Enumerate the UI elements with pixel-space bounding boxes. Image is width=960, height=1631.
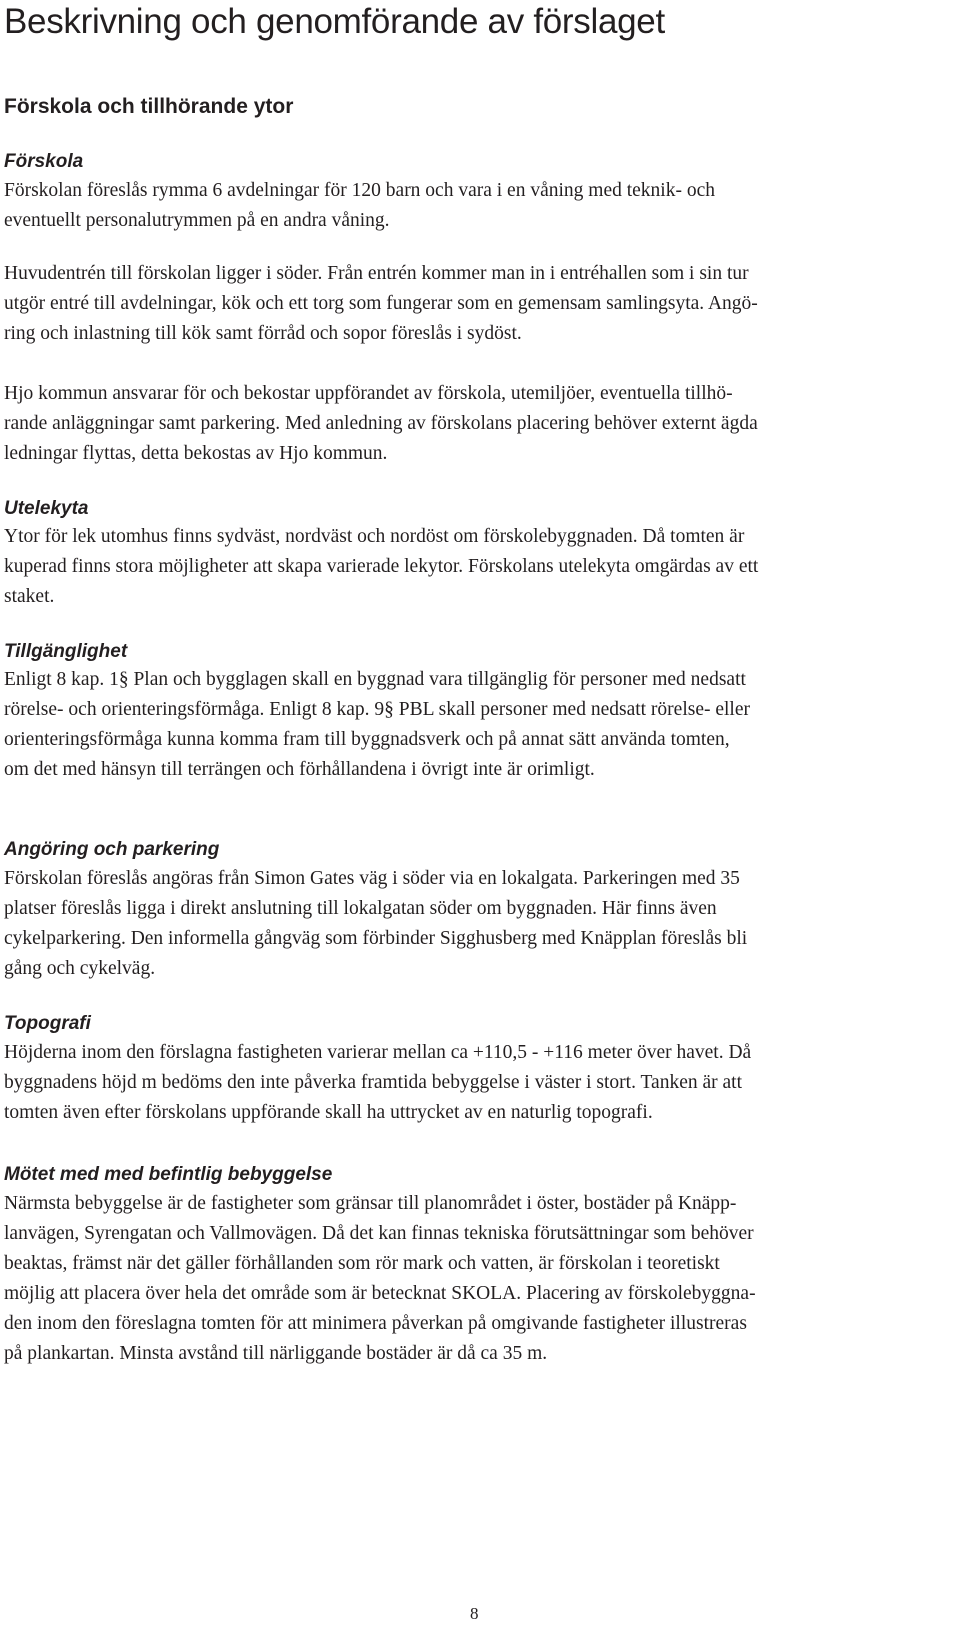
heading-motet: Mötet med med befintlig bebyggelse — [4, 1164, 333, 1185]
text-line: ring och inlastning till kök samt förråd och sopor föreslås i sydöst. — [4, 323, 522, 344]
text-line: cykelparkering. Den informella gångväg som förbinder Sigghusberg med Knäpplan föreslås bli — [4, 928, 748, 949]
text-line: Hjo kommun ansvarar för och bekostar uppförandet av förskola, utemiljöer, eventuella tillhö- — [4, 383, 733, 404]
paragraph-utelekyta — [4, 522, 960, 612]
text-line: staket. — [4, 586, 55, 607]
text-line: den inom den föreslagna tomten för att minimera påverkan på omgivande fastigheter illustreras — [4, 1313, 747, 1334]
text-line: Förskolan föreslås angöras från Simon Gates väg i söder via en lokalgata. Parkeringen med 35 — [4, 868, 740, 889]
text-line: kuperad finns stora möjligheter att skapa varierade lekytor. Förskolans utelekyta omgärdas av ett — [4, 556, 759, 577]
text-line: möjlig att placera över hela det område som är betecknat SKOLA. Placering av förskolebyggna- — [4, 1283, 756, 1304]
text-line: utgör entré till avdelningar, kök och ett torg som fungerar som en gemensam samlingsyta. Angö- — [4, 293, 758, 314]
text-line: Enligt 8 kap. 1§ Plan och bygglagen skall en byggnad vara tillgänglig för personer med nedsatt — [4, 669, 746, 690]
text-line: Förskolan föreslås rymma 6 avdelningar för 120 barn och vara i en våning med teknik- och — [4, 180, 715, 201]
text-line: rande anläggningar samt parkering. Med anledning av förskolans placering behöver externt ägda — [4, 413, 758, 434]
heading-utelekyta: Utelekyta — [4, 498, 89, 519]
paragraph-angoring — [4, 864, 960, 984]
paragraph-forskola-2 — [4, 259, 960, 349]
heading-forskola: Förskola — [4, 151, 84, 172]
text-line: lanvägen, Syrengatan och Vallmovägen. Då det kan finnas tekniska förutsättningar som behöver — [4, 1223, 754, 1244]
page-number: 8 — [470, 1604, 479, 1623]
text-line: rörelse- och orienteringsförmåga. Enligt 8 kap. 9§ PBL skall personer med nedsatt rörelse- eller — [4, 699, 750, 720]
paragraph-forskola-3 — [4, 379, 960, 469]
text-line: Höjderna inom den förslagna fastigheten varierar mellan ca +110,5 - +116 meter över havet. Då — [4, 1042, 752, 1063]
paragraph-tillganglighet — [4, 665, 960, 785]
text-line: beaktas, främst när det gäller förhållanden som rör mark och vatten, är förskolan i teoretiskt — [4, 1253, 720, 1274]
heading-tillganglighet: Tillgänglighet — [4, 641, 128, 662]
text-line: Ytor för lek utomhus finns sydväst, nordväst och nordöst om förskolebyggnaden. Då tomten är — [4, 526, 745, 547]
paragraph-motet — [4, 1189, 960, 1369]
text-line: gång och cykelväg. — [4, 958, 156, 979]
section-heading: Förskola och tillhörande ytor — [4, 95, 294, 118]
paragraph-topografi — [4, 1038, 960, 1128]
text-line: ledningar flyttas, detta bekostas av Hjo kommun. — [4, 443, 388, 464]
page-title: Beskrivning och genomförande av förslaget — [4, 2, 665, 41]
heading-topografi: Topografi — [4, 1013, 91, 1034]
text-line: platser föreslås ligga i direkt anslutning till lokalgatan söder om byggnaden. Här finns även — [4, 898, 717, 919]
text-line: Huvudentrén till förskolan ligger i söder. Från entrén kommer man in i entréhallen som i sin tur — [4, 263, 749, 284]
text-line: på plankartan. Minsta avstånd till närliggande bostäder är då ca 35 m. — [4, 1343, 548, 1364]
text-line: orienteringsförmåga kunna komma fram till byggnadsverk och på annat sätt använda tomten, — [4, 729, 730, 750]
text-line: om det med hänsyn till terrängen och förhållandena i övrigt inte är orimligt. — [4, 759, 595, 780]
text-line: Närmsta bebyggelse är de fastigheter som gränsar till planområdet i öster, bostäder på Knäpp- — [4, 1193, 737, 1214]
text-line: byggnadens höjd m bedöms den inte påverka framtida bebyggelse i väster i stort. Tanken är att — [4, 1072, 742, 1093]
text-line: tomten även efter förskolans uppförande skall ha uttrycket av en naturlig topografi. — [4, 1102, 653, 1123]
paragraph-forskola-1 — [4, 176, 960, 236]
text-line: eventuellt personalutrymmen på en andra våning. — [4, 210, 390, 231]
heading-angoring: Angöring och parkering — [4, 839, 220, 860]
